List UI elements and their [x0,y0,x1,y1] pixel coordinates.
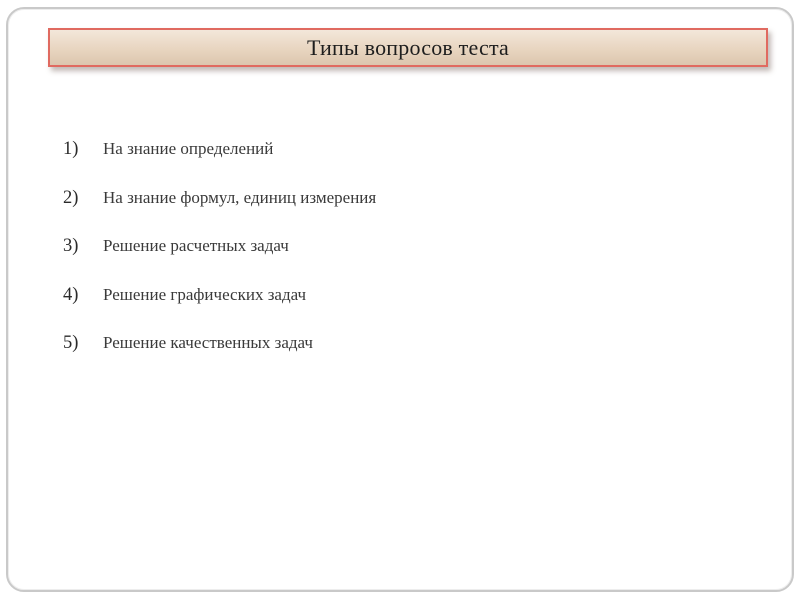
item-number: 2) [63,187,79,208]
item-number: 3) [63,236,79,256]
item-number: 4) [63,284,79,305]
item-number: 1) [63,139,79,159]
list-item [63,188,663,237]
slide-frame [6,7,794,592]
item-number: 5) [63,333,79,353]
question-type-list [63,139,663,382]
item-text: На знание формул, единиц измерения [103,187,377,207]
list-item [63,333,663,382]
list-item [63,236,663,285]
item-text: Решение расчетных задач [103,236,289,255]
list-item [63,285,663,334]
item-text: Решение качественных задач [103,333,313,352]
list-item [63,139,663,188]
title-bar [48,28,768,67]
slide-title: Типы вопросов теста [306,34,510,60]
item-text: Решение графических задач [103,284,307,304]
item-text: На знание определений [103,139,274,158]
